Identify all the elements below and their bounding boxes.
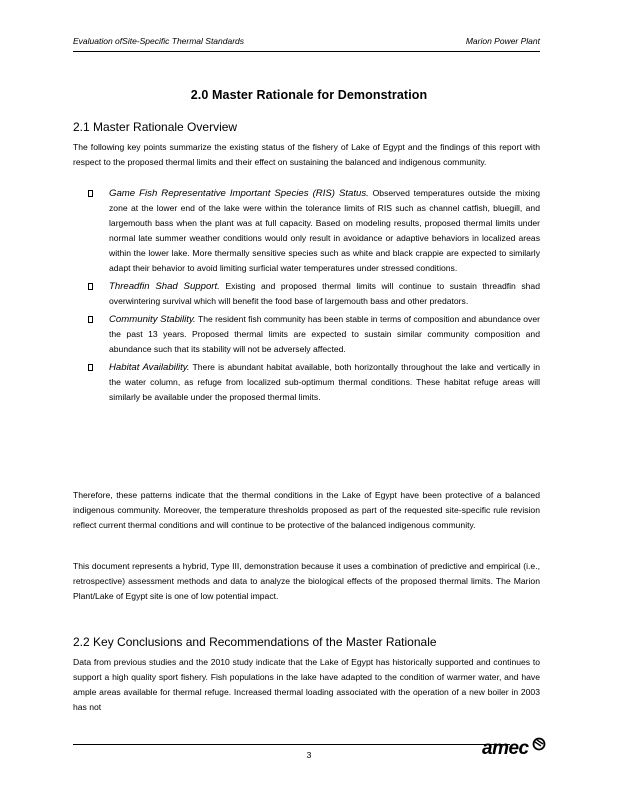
page-title: 2.0 Master Rationale for Demonstration	[190, 88, 428, 102]
amec-logo	[482, 738, 529, 760]
bullet-lead: Community Stability.	[109, 314, 196, 325]
bullet-lead: Game Fish Representative Important Species (RIS) Status.	[109, 188, 369, 199]
footer-rule	[73, 744, 510, 745]
header-plant-name: Marion Power Plant	[465, 36, 540, 46]
bullet-box-icon	[88, 364, 93, 371]
bullet-lead: Threadfin Shad Support.	[109, 281, 220, 292]
key-points-list	[88, 186, 540, 408]
header-document-title: Evaluation ofSite-Specific Thermal Standards	[73, 36, 245, 46]
bullet-text: Observed temperatures outside the mixing zone at the lower end of the lake were within the tolerance limits of RIS such as channel catfish, bluegill, and largemouth bass when the plant was at full capacity. Based on modeling results, proposed thermal limits under normal late summer weather conditions would only result in avoidance or adaptive behaviors in localized areas within the lower lake. More thermally sensitive species such as white and black crappie are expected to similarly adapt their behavior to avoid limiting surficial water temperatures under stressed conditions.	[109, 188, 540, 273]
therefore-paragraph: Therefore, these patterns indicate that the thermal conditions in the Lake of Egypt have been protective of a balanced indigenous community. Moreover, the temperature thresholds proposed as part of the requested site-specific rule revision reflect current thermal conditions and will continue to be protective of the balanced indigenous community.	[73, 490, 540, 530]
bullet-box-icon	[88, 190, 93, 197]
bullet-text: There is abundant habitat available, both horizontally throughout the lake and vertically in the water column, as refuge from localized sub-optimum thermal conditions. These habitat refuge areas will similarly be available under the proposed thermal limits.	[109, 362, 540, 402]
section-heading-overview: 2.1 Master Rationale Overview	[73, 120, 238, 134]
section-heading-conclusions: 2.2 Key Conclusions and Recommendations of the Master Rationale	[73, 635, 437, 649]
list-item	[88, 186, 540, 276]
list-item	[88, 360, 540, 405]
bullet-box-icon	[88, 283, 93, 290]
page-number: 3	[306, 750, 312, 760]
conclusions-paragraph: Data from previous studies and the 2010 study indicate that the Lake of Egypt has historically supported and continues to support a high quality sport fishery. Fish populations in the lake have adapted to the condition of warmer water, and have ample areas available for thermal refuge. Increased thermal loading associated with the operation of a new boiler in 2003 has not	[73, 657, 540, 712]
globe-icon	[532, 737, 546, 751]
bullet-lead: Habitat Availability.	[109, 362, 190, 373]
logo-text: amec	[482, 738, 529, 759]
running-header	[73, 36, 540, 52]
list-item	[88, 279, 540, 309]
bullet-text: The resident fish community has been stable in terms of composition and abundance over the past 13 years. Proposed thermal limits are expected to sustain similar community composition and abundance such that its stability will not be adversely affected.	[109, 314, 540, 354]
bullet-box-icon	[88, 316, 93, 323]
document-type-paragraph: This document represents a hybrid, Type III, demonstration because it uses a combination of predictive and empirical (i.e., retrospective) assessment methods and data to analyze the biological effects of the proposed thermal limits. The Marion Plant/Lake of Egypt site is one of low potential impact.	[73, 561, 540, 601]
bullet-text: Existing and proposed thermal limits will continue to sustain threadfin shad overwintering survival which will benefit the food base of largemouth bass and other predators.	[109, 281, 540, 306]
intro-paragraph: The following key points summarize the existing status of the fishery of Lake of Egypt and the findings of this report with respect to the proposed thermal limits and their effect on sustaining the balanced and indigenous community.	[73, 142, 540, 167]
list-item	[88, 312, 540, 357]
